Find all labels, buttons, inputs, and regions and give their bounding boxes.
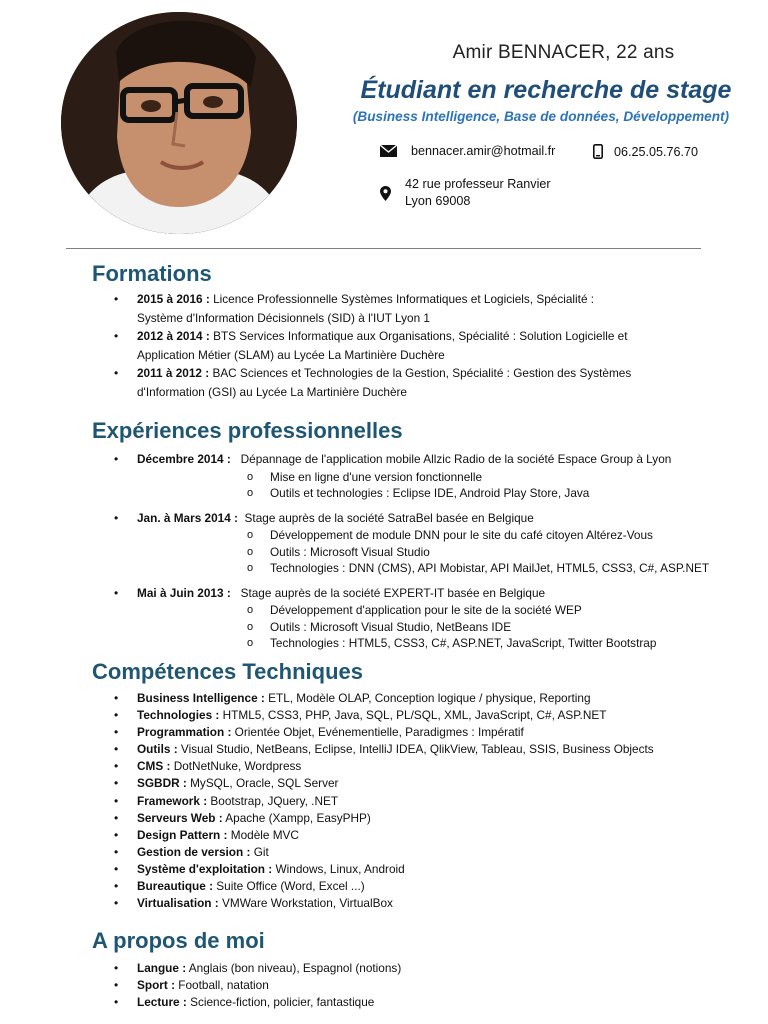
email-contact	[380, 144, 555, 158]
formation-text: BTS Services Informatique aux Organisations, Spécialité : Solution Logicielle et	[209, 329, 628, 343]
detail-text: Mise en ligne d'une version fonctionnelle	[270, 469, 483, 484]
item-value: MySQL, Oracle, SQL Server	[186, 776, 339, 791]
item-label: CMS :	[137, 759, 171, 774]
email-address[interactable]: bennacer.amir@hotmail.fr	[411, 144, 556, 158]
list-item	[92, 690, 654, 707]
competences-section	[92, 659, 654, 912]
item-label: Design Pattern :	[137, 827, 228, 842]
list-item	[92, 450, 709, 502]
phone-number[interactable]: 06.25.05.76.70	[614, 144, 699, 159]
experience-period: Décembre 2014 :	[137, 452, 231, 466]
formation-text-cont: d'Information (GSI) au Lycée La Martinière Duchère	[137, 384, 407, 399]
item-value: Science-fiction, policier, fantastique	[186, 995, 375, 1010]
list-item	[92, 844, 654, 861]
list-item	[137, 544, 709, 561]
item-label: Système d'exploitation :	[137, 861, 273, 876]
item-value: Git	[250, 844, 269, 859]
list-item	[92, 994, 401, 1011]
detail-text: Microsoft Visual Studio	[306, 544, 430, 559]
list-item	[92, 878, 654, 895]
item-value: HTML5, CSS3, PHP, Java, SQL, PL/SQL, XML, JavaScript, C#, ASP.NET	[219, 708, 607, 723]
section-title-experiences: Expériences professionnelles	[92, 418, 403, 443]
experience-title: Stage auprès de la société EXPERT-IT basée en Belgique	[230, 585, 546, 600]
item-value: Apache (Xampp, EasyPHP)	[222, 810, 371, 825]
list-item	[137, 485, 709, 502]
item-label: Bureautique :	[137, 879, 214, 894]
item-label: Lecture :	[137, 995, 187, 1010]
envelope-icon	[380, 145, 397, 157]
item-label: Virtualisation :	[137, 896, 219, 911]
list-item	[92, 707, 654, 724]
list-item	[137, 635, 709, 652]
list-item	[92, 509, 709, 577]
formation-text: BAC Sciences et Technologies de la Gestion, Spécialité : Gestion des Systèmes	[209, 366, 632, 380]
item-label: SGBDR :	[137, 776, 187, 791]
item-value: ETL, Modèle OLAP, Conception logique / physique, Reporting	[264, 691, 591, 705]
job-title: Étudiant en recherche de stage	[360, 76, 732, 104]
mobile-phone-icon	[593, 144, 603, 159]
item-value: Bootstrap, JQuery, .NET	[207, 793, 339, 808]
experience-period: Mai à Juin 2013 :	[137, 585, 231, 600]
formation-text-cont: Système d'Information Décisionnels (SID) à l'IUT Lyon 1	[137, 310, 430, 325]
list-item	[137, 527, 709, 544]
list-item	[92, 741, 654, 758]
item-value: Orientée Objet, Evénementielle, Paradigmes : Impératif	[231, 725, 524, 740]
list-item	[92, 758, 654, 775]
list-item	[92, 861, 654, 878]
experiences-section	[92, 418, 709, 659]
detail-text: Microsoft Visual Studio, NetBeans IDE	[306, 619, 512, 634]
formation-text: Licence Professionnelle Systèmes Informatiques et Logiciels, Spécialité :	[209, 292, 595, 306]
experience-details	[137, 602, 709, 652]
list-item	[137, 560, 709, 577]
item-label: Sport :	[137, 978, 176, 993]
item-value: Modèle MVC	[227, 827, 299, 842]
item-value: Windows, Linux, Android	[272, 861, 405, 876]
item-value: DotNetNuke, Wordpress	[170, 759, 302, 774]
item-value: Suite Office (Word, Excel ...)	[213, 879, 365, 894]
item-label: Framework :	[137, 793, 208, 808]
item-label: Outils :	[137, 742, 178, 757]
experience-details	[137, 469, 709, 502]
item-label: Gestion de version :	[137, 844, 251, 859]
list-item	[92, 584, 709, 652]
item-value: VMWare Workstation, VirtualBox	[218, 896, 393, 911]
list-item	[92, 364, 631, 401]
header-divider	[66, 248, 701, 249]
address-contact	[380, 176, 551, 210]
list-item	[92, 977, 401, 994]
map-pin-icon	[380, 186, 391, 201]
list-item	[92, 724, 654, 741]
list-item	[92, 290, 631, 327]
apropos-list	[92, 960, 401, 1011]
experience-details	[137, 527, 709, 577]
item-value: Football, natation	[175, 978, 269, 993]
item-label: Business Intelligence :	[137, 691, 265, 705]
list-item	[137, 602, 709, 619]
list-item	[92, 810, 654, 827]
address-street: 42 rue professeur Ranvier	[405, 177, 551, 191]
item-label: Serveurs Web :	[137, 810, 223, 825]
detail-text: Technologies : HTML5, CSS3, C#, ASP.NET, JavaScript, Twitter Bootstrap	[270, 636, 657, 650]
experiences-list	[92, 450, 709, 652]
candidate-name: Amir BENNACER, 22 ans	[452, 42, 675, 63]
section-title-apropos: A propos de moi	[92, 928, 265, 953]
formation-text-cont: Application Métier (SLAM) au Lycée La Martinière Duchère	[137, 347, 445, 362]
list-item	[92, 895, 654, 912]
competences-list	[92, 690, 654, 912]
list-item	[92, 775, 654, 792]
experience-title: Dépannage de l'application mobile Allzic Radio de la société Espace Group à Lyon	[230, 452, 672, 466]
detail-text: Outils et technologies : Eclipse IDE, Android Play Store, Java	[270, 486, 590, 500]
experience-title: Stage auprès de la société SatraBel basée en Belgique	[238, 510, 534, 525]
list-item	[92, 327, 631, 364]
list-item	[92, 960, 401, 977]
job-title-detail: (Business Intelligence, Base de données, Développement)	[352, 109, 730, 124]
experience-period: Jan. à Mars 2014 :	[137, 510, 238, 525]
detail-text: Développement de module DNN pour le site du café citoyen Altérez-Vous	[270, 528, 653, 542]
formation-period: 2011 à 2012 :	[137, 366, 210, 380]
list-item	[92, 827, 654, 844]
item-label: Technologies :	[137, 708, 220, 723]
section-title-competences: Compétences Techniques	[92, 659, 363, 684]
section-title-formations: Formations	[92, 261, 212, 286]
apropos-section	[92, 928, 401, 1011]
formations-section	[92, 261, 631, 401]
detail-label: Outils :	[270, 544, 307, 559]
detail-text: Développement d'application pour le site de la société WEP	[270, 603, 582, 617]
phone-contact	[593, 144, 698, 159]
profile-photo	[61, 12, 297, 234]
list-item	[92, 793, 654, 810]
formation-period: 2015 à 2016 :	[137, 292, 210, 306]
detail-text: Technologies : DNN (CMS), API Mobistar, API MailJet, HTML5, CSS3, C#, ASP.NET	[270, 561, 710, 575]
item-value: Anglais (bon niveau), Espagnol (notions)	[186, 961, 402, 975]
list-item	[137, 469, 709, 486]
item-label: Programmation :	[137, 725, 232, 740]
item-value: Visual Studio, NetBeans, Eclipse, IntelliJ IDEA, QlikView, Tableau, SSIS, Business Objects	[177, 742, 654, 757]
formations-list	[92, 290, 631, 401]
formation-period: 2012 à 2014 :	[137, 329, 210, 343]
item-label: Langue :	[137, 961, 187, 975]
address-city: Lyon 69008	[405, 194, 471, 208]
list-item	[137, 619, 709, 636]
detail-label: Outils :	[270, 619, 307, 634]
portrait-image	[61, 12, 297, 234]
